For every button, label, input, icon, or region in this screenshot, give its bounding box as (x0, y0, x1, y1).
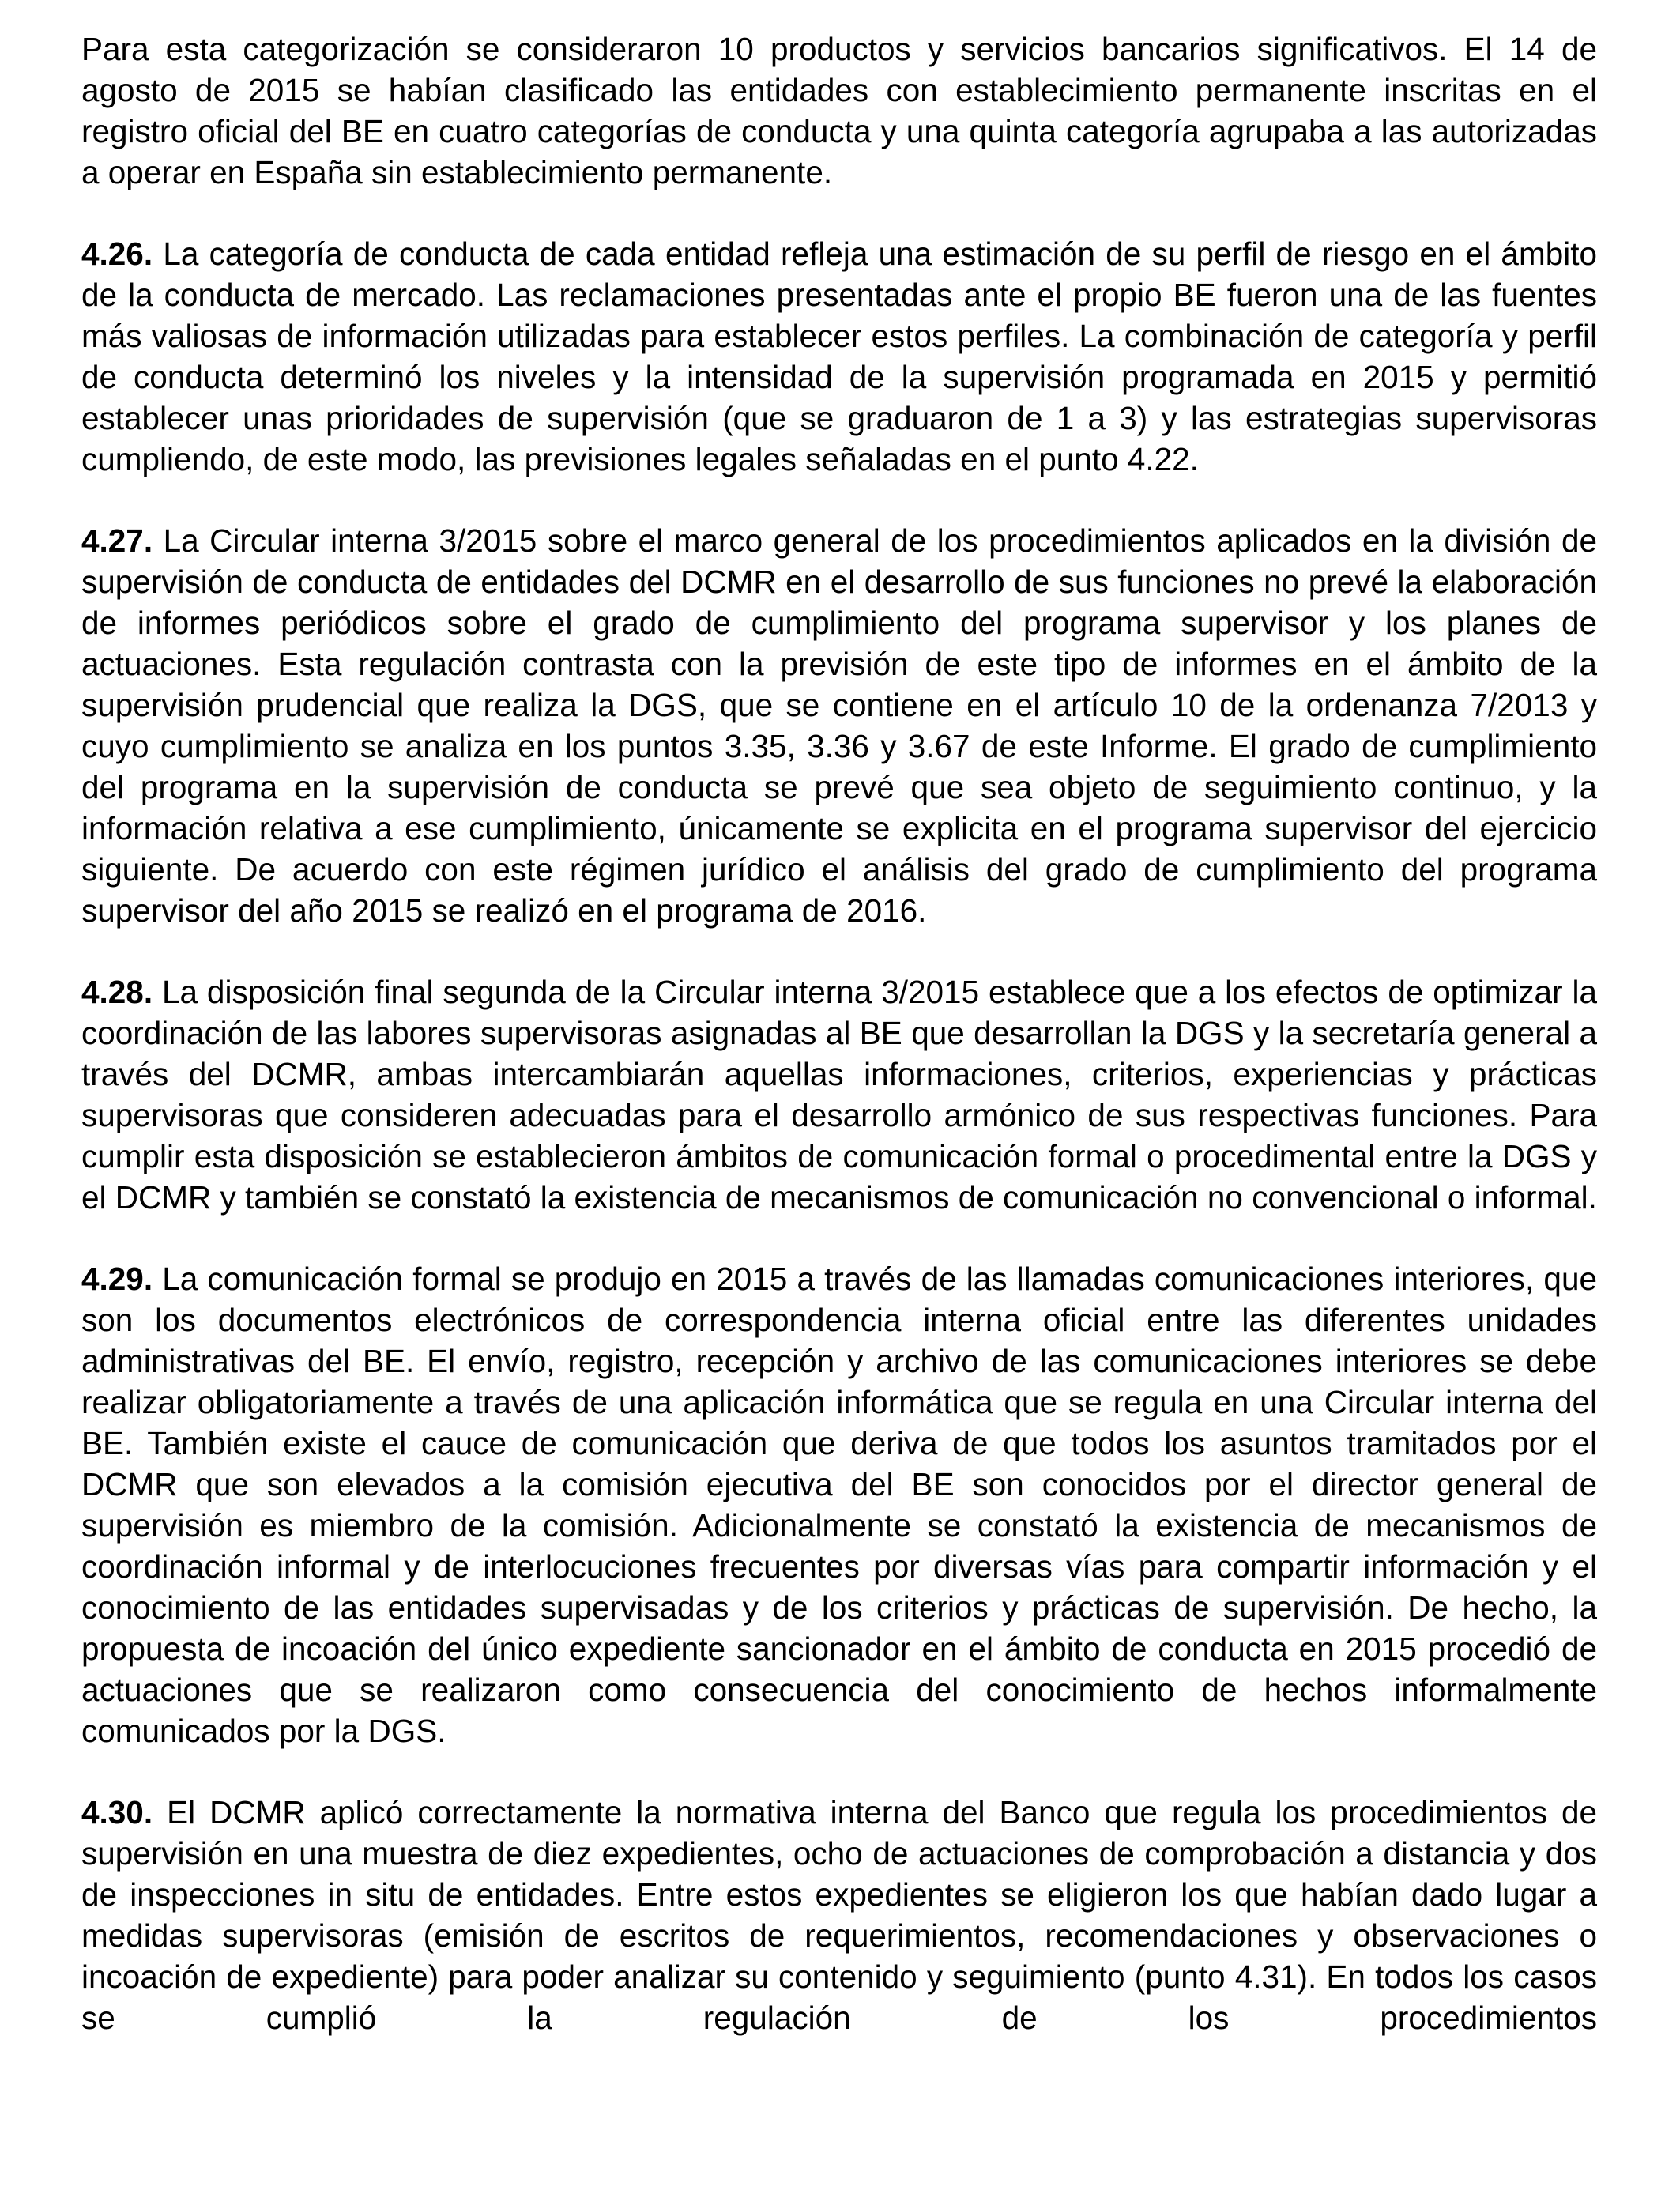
paragraph-intro (81, 28, 1597, 193)
paragraph-4-30 (81, 1792, 1597, 2038)
paragraph-text: Para esta categorización se consideraron 10 productos y servicios bancarios significativos. El 14 de agosto de 2015 se habían clasificado las entidades con establecimiento permanente inscritas en el registro oficial del BE en cuatro categorías de conducta y una quinta categoría agrupaba a las autorizadas a operar en España sin establecimiento permanente. (81, 31, 1597, 190)
paragraph-number: 4.27. (81, 522, 153, 559)
paragraph-4-29 (81, 1258, 1597, 1751)
paragraph-number: 4.28. (81, 974, 153, 1010)
paragraph-number: 4.30. (81, 1794, 153, 1830)
paragraph-text: La Circular interna 3/2015 sobre el marco general de los procedimientos aplicados en la división de supervisión de conducta de entidades del DCMR en el desarrollo de sus funciones no prevé la elaboración de informes periódicos sobre el grado de cumplimiento del programa supervisor y los planes de actuaciones. Esta regulación contrasta con la previsión de este tipo de informes en el ámbito de la supervisión prudencial que realiza la DGS, que se contiene en el artículo 10 de la ordenanza 7/2013 y cuyo cumplimiento se analiza en los puntos 3.35, 3.36 y 3.67 de este Informe. El grado de cumplimiento del programa en la supervisión de conducta se prevé que sea objeto de seguimiento continuo, y la información relativa a ese cumplimiento, únicamente se explicita en el programa supervisor del ejercicio siguiente. De acuerdo con este régimen jurídico el análisis del grado de cumplimiento del programa supervisor del año 2015 se realizó en el programa de 2016. (81, 522, 1597, 929)
paragraph-4-26 (81, 233, 1597, 480)
paragraph-text: La categoría de conducta de cada entidad refleja una estimación de su perfil de riesgo en el ámbito de la conducta de mercado. Las reclamaciones presentadas ante el propio BE fueron una de las fuentes más valiosas de información utilizadas para establecer estos perfiles. La combinación de categoría y perfil de conducta determinó los niveles y la intensidad de la supervisión programada en 2015 y permitió establecer unas prioridades de supervisión (que se graduaron de 1 a 3) y las estrategias supervisoras cumpliendo, de este modo, las previsiones legales señaladas en el punto 4.22. (81, 236, 1597, 477)
paragraph-number: 4.29. (81, 1261, 153, 1297)
paragraph-4-28 (81, 971, 1597, 1218)
paragraph-text: La comunicación formal se produjo en 2015 a través de las llamadas comunicaciones interiores, que son los documentos electrónicos de correspondencia interna oficial entre las diferentes unidades administrativas del BE. El envío, registro, recepción y archivo de las comunicaciones interiores se debe realizar obligatoriamente a través de una aplicación informática que se regula en una Circular interna del BE. También existe el cauce de comunicación que deriva de que todos los asuntos tramitados por el DCMR que son elevados a la comisión ejecutiva del BE son conocidos por el director general de supervisión es miembro de la comisión. Adicionalmente se constató la existencia de mecanismos de coordinación informal y de interlocuciones frecuentes por diversas vías para compartir información y el conocimiento de las entidades supervisadas y de los criterios y prácticas de supervisión. De hecho, la propuesta de incoación del único expediente sancionador en el ámbito de conducta en 2015 procedió de actuaciones que se realizaron como consecuencia del conocimiento de hechos informalmente comunicados por la DGS. (81, 1261, 1597, 1749)
paragraph-text: La disposición final segunda de la Circular interna 3/2015 establece que a los efectos de optimizar la coordinación de las labores supervisoras asignadas al BE que desarrollan la DGS y la secretaría general a través del DCMR, ambas intercambiarán aquellas informaciones, criterios, experiencias y prácticas supervisoras que consideren adecuadas para el desarrollo armónico de sus respectivas funciones. Para cumplir esta disposición se establecieron ámbitos de comunicación formal o procedimental entre la DGS y el DCMR y también se constató la existencia de mecanismos de comunicación no convencional o informal. (81, 974, 1597, 1216)
paragraph-text: El DCMR aplicó correctamente la normativa interna del Banco que regula los procedimientos de supervisión en una muestra de diez expedientes, ocho de actuaciones de comprobación a distancia y dos de inspecciones in situ de entidades. Entre estos expedientes se eligieron los que habían dado lugar a medidas supervisoras (emisión de escritos de requerimientos, recomendaciones y observaciones o incoación de expediente) para poder analizar su contenido y seguimiento (punto 4.31). En todos los casos se cumplió la regulación de los procedimientos (81, 1794, 1597, 2036)
document-page (81, 28, 1597, 2038)
paragraph-number: 4.26. (81, 236, 153, 272)
paragraph-4-27 (81, 520, 1597, 931)
